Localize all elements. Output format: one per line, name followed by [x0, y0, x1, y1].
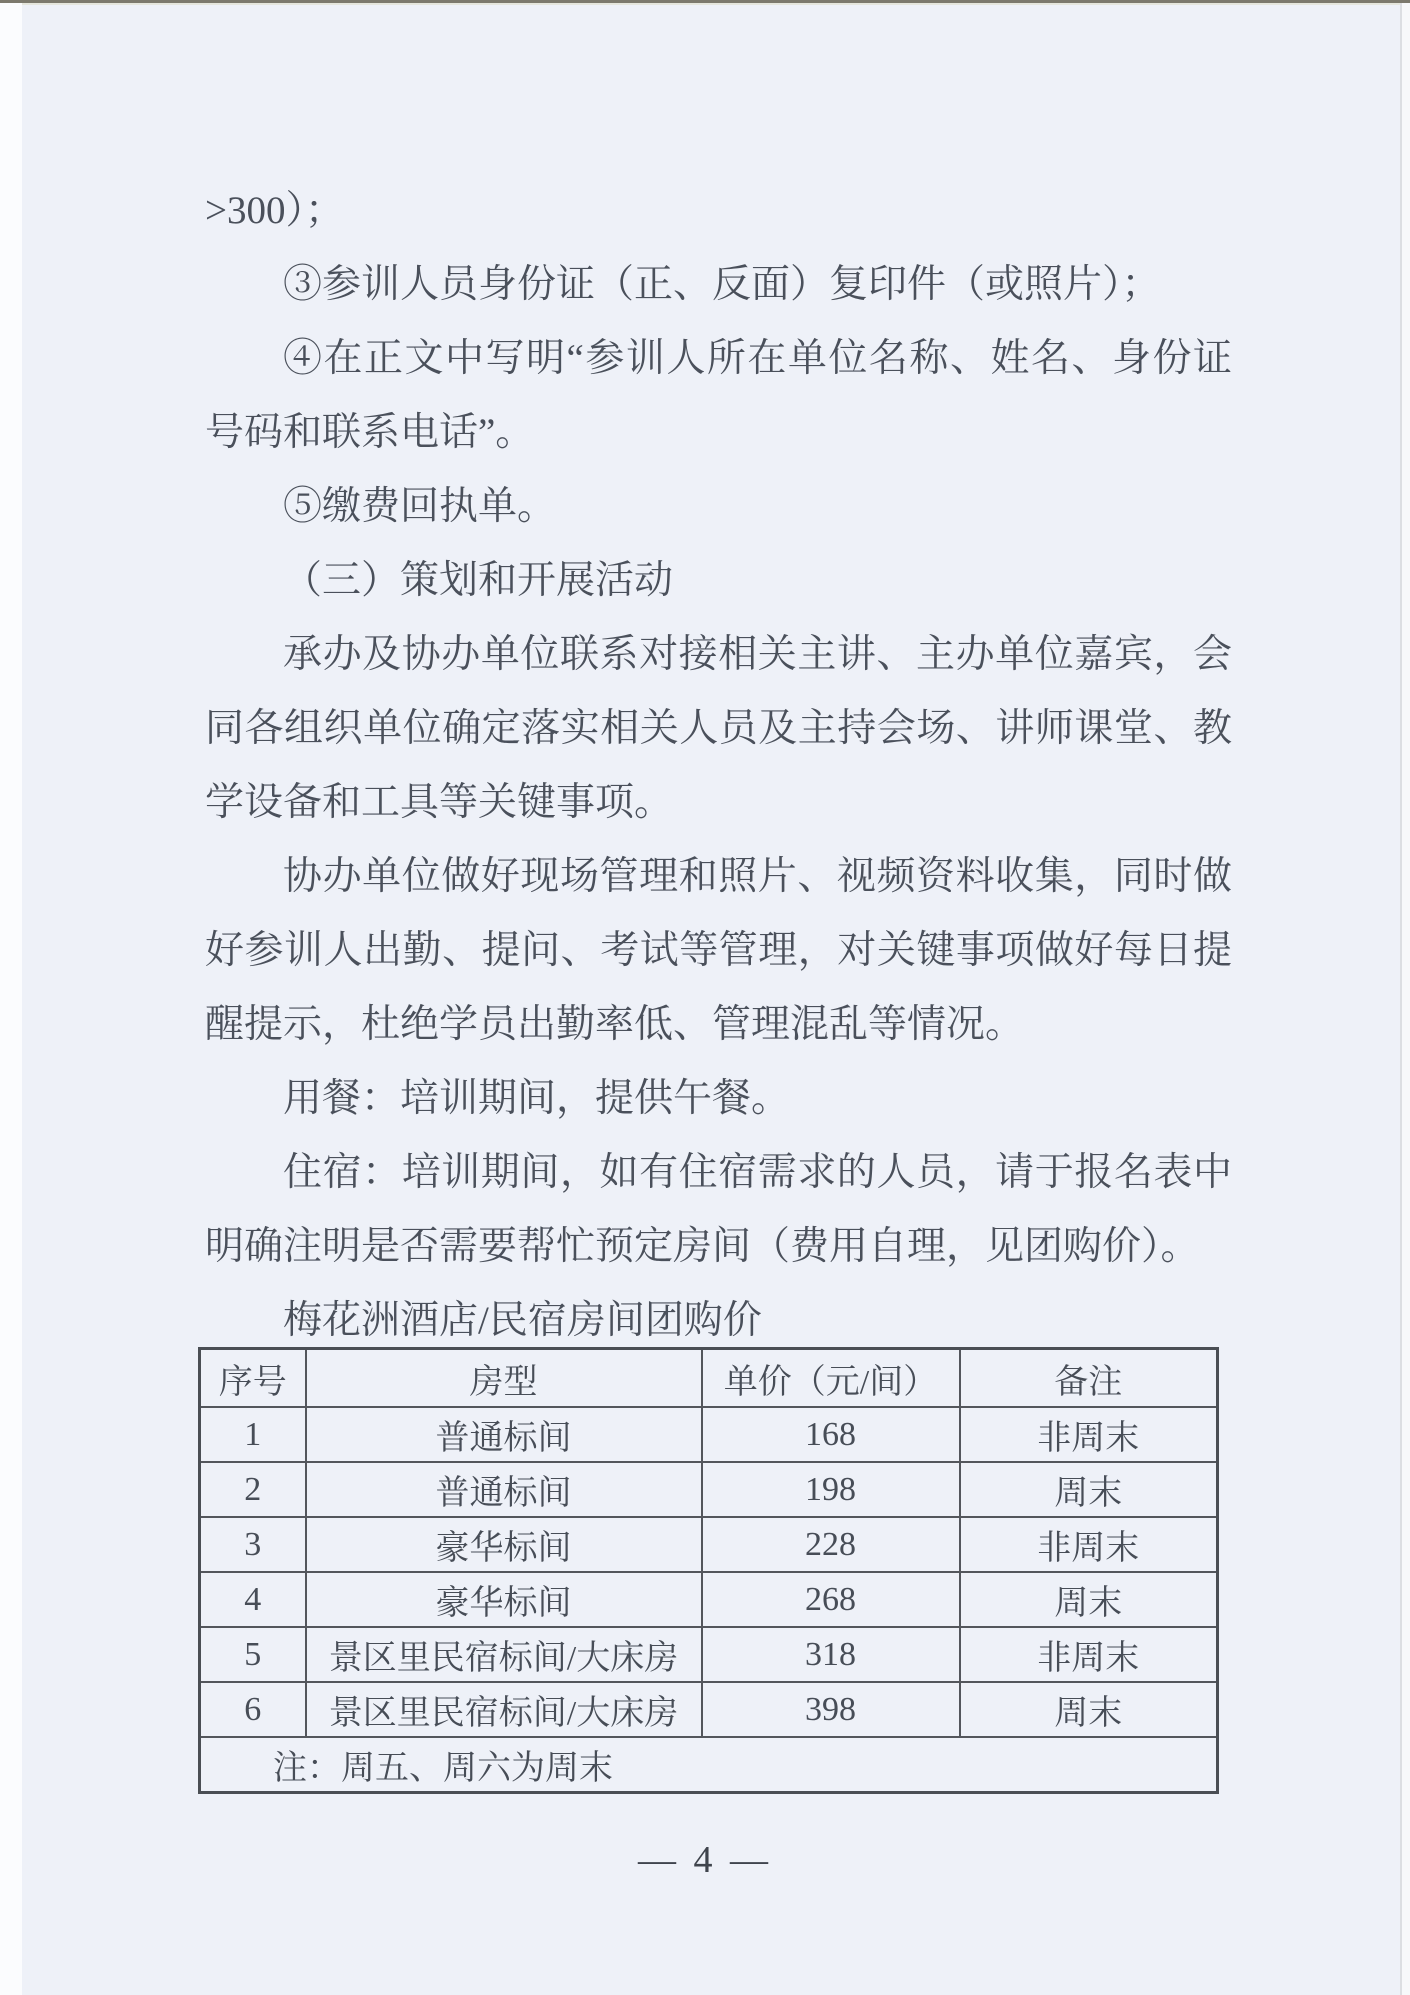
cell-seq: 6: [200, 1682, 306, 1737]
table-header-row: [200, 1349, 1218, 1408]
paragraph-continuation: >300）；: [205, 189, 344, 232]
cell-seq: 5: [200, 1627, 306, 1682]
table-row: [200, 1462, 1218, 1517]
cell-remark: 非周末: [960, 1407, 1218, 1462]
cell-price: 268: [702, 1572, 960, 1627]
table-caption: 梅花洲酒店/民宿房间团购价: [283, 1299, 762, 1342]
cell-seq: 3: [200, 1517, 306, 1572]
header-remark: 备注: [960, 1349, 1218, 1408]
table-row: [200, 1627, 1218, 1682]
cell-seq: 1: [200, 1407, 306, 1462]
paragraph-meals: 用餐：培训期间，提供午餐。: [283, 1077, 791, 1120]
header-unit-price: 单价（元/间）: [702, 1349, 960, 1408]
cell-room-type: 普通标间: [306, 1407, 702, 1462]
cell-remark: 周末: [960, 1572, 1218, 1627]
paragraph-item-3: ③参训人员身份证（正、反面）复印件（或照片）；: [283, 263, 1161, 306]
table-row: [200, 1572, 1218, 1627]
document-body: [205, 174, 1232, 1358]
scan-edge-right: [1400, 3, 1410, 1995]
cell-price: 198: [702, 1462, 960, 1517]
cell-remark: 非周末: [960, 1517, 1218, 1572]
table-row: [200, 1517, 1218, 1572]
cell-remark: 周末: [960, 1462, 1218, 1517]
cell-room-type: 景区里民宿标间/大床房: [306, 1682, 702, 1737]
room-price-table: [198, 1347, 1219, 1794]
paragraph: 协办单位做好现场管理和照片、视频资料收集，同时做好参训人出勤、提问、考试等管理，对关键事项做好每日提醒提示，杜绝学员出勤率低、管理混乱等情况。: [205, 855, 1232, 1046]
cell-room-type: 普通标间: [306, 1462, 702, 1517]
table-row: [200, 1407, 1218, 1462]
table-note-row: [200, 1737, 1218, 1793]
header-seq: 序号: [200, 1349, 306, 1408]
paragraph-item-5: ⑤缴费回执单。: [283, 485, 557, 528]
paragraph-item-4: ④在正文中写明“参训人所在单位名称、姓名、身份证号码和联系电话”。: [205, 337, 1232, 454]
section-heading: （三）策划和开展活动: [283, 559, 674, 602]
cell-room-type: 景区里民宿标间/大床房: [306, 1627, 702, 1682]
cell-price: 228: [702, 1517, 960, 1572]
table-note: 注：周五、周六为周末: [200, 1737, 1218, 1793]
cell-price: 398: [702, 1682, 960, 1737]
cell-remark: 非周末: [960, 1627, 1218, 1682]
page-number: — 4 —: [638, 1839, 772, 1881]
paragraph-lodging: 住宿：培训期间，如有住宿需求的人员，请于报名表中明确注明是否需要帮忙预定房间（费用自理，见团购价）。: [205, 1151, 1232, 1268]
scan-edge-top-tint: [0, 3, 1410, 5]
cell-remark: 周末: [960, 1682, 1218, 1737]
cell-seq: 4: [200, 1572, 306, 1627]
cell-room-type: 豪华标间: [306, 1572, 702, 1627]
scan-edge-left: [0, 3, 22, 1995]
table-row: [200, 1682, 1218, 1737]
paragraph: 承办及协办单位联系对接相关主讲、主办单位嘉宾，会同各组织单位确定落实相关人员及主持会场、讲师课堂、教学设备和工具等关键事项。: [205, 633, 1232, 824]
cell-room-type: 豪华标间: [306, 1517, 702, 1572]
header-room-type: 房型: [306, 1349, 702, 1408]
cell-seq: 2: [200, 1462, 306, 1517]
cell-price: 318: [702, 1627, 960, 1682]
cell-price: 168: [702, 1407, 960, 1462]
